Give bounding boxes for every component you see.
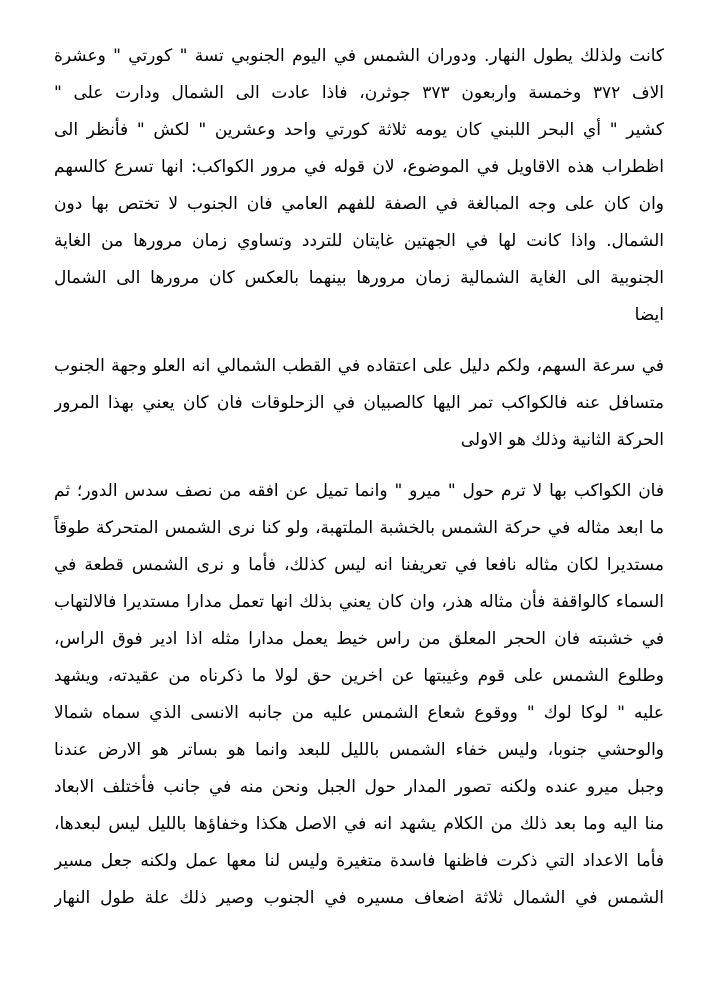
text-line: وطلوع الشمس على قوم وغيبتها عن اخرين حق لولا ما ذكرناه من عقيدته، ويشهد <box>54 666 664 686</box>
text-line: السماء كالواقفة فأن مثاله هذر، وان كان يعني بذلك انها تعمل مدارا مستديرا فالالتهاب <box>54 592 664 612</box>
text-line: والوحشي جنوبا، وليس خفاء الشمس بالليل للبعد وانما هو بساتر هو الارض عندنا <box>54 740 664 760</box>
text-line: ما ابعد مثاله في حركة الشمس بالخشبة الملتهبة، ولو كنا نرى الشمس المتحركة طوقاً <box>54 518 664 538</box>
text-line: الشمال. واذا كانت لها في الجهتين غايتان للتردد وتساوي زمان مرورها من الغاية <box>54 231 664 251</box>
text-line: متسافل عنه فالكواكب تمر اليها كالصبيان في الزحلوقات فان كان يعني بهذا المرور <box>54 393 664 413</box>
text-line: فأما الاعداد التي ذكرت فاظنها فاسدة متغيرة وليس لنا معها عمل ولكنه جعل مسير <box>54 851 664 871</box>
text-line: مستديرا لكان مثاله نافعا في تعريفنا انه ليس كذلك، فأما و نرى الشمس قطعة في <box>54 555 664 575</box>
text-line: الحركة الثانية وذلك هو الاولى <box>460 430 664 450</box>
text-line: الاف ٣٧٢ وخمسة واربعون ٣٧٣ جوثرن، فاذا عادت الى الشمال ودارت على " <box>54 83 664 103</box>
text-line: وان كان على وجه المبالغة في الصفة للفهم العامي فان الجنوب لا تختص بها دون <box>54 194 664 214</box>
text-line: وجبل ميرو عنده ولكنه تصور المدار حول الجبل ونحن منه في جانب فأختلف الابعاد <box>54 777 664 797</box>
text-line: كشير " أي البحر اللبني كان يومه ثلاثة كورتي واحد وعشرين " لكش " فأنظر الى <box>54 120 664 140</box>
text-line: عليه " لوكا لوك " ووقوع شعاع الشمس عليه من جانبه الانسى الذي سماه شمالا <box>54 703 664 723</box>
text-line: كانت ولذلك يطول النهار. ودوران الشمس في اليوم الجنوبي تسة " كورتي " وعشرة <box>54 46 664 66</box>
paragraph-2 <box>54 348 664 459</box>
paragraph-3 <box>54 473 664 917</box>
text-line: فان الكواكب بها لا ترم حول " ميرو " وانما تميل عن افقه من نصف سدس الدور؛ ثم <box>54 481 664 501</box>
text-line: الجنوبية الى الغاية الشمالية زمان مرورها بينهما بالعكس كان مرورها الى الشمال <box>54 268 664 288</box>
paragraph-1 <box>54 38 664 334</box>
text-line: في سرعة السهم، ولكم دليل على اعتقاده في القطب الشمالي انه العلو وجهة الجنوب <box>54 356 664 376</box>
text-line: الشمس في الشمال ثلاثة اضعاف مسيره في الجنوب وصير ذلك علة طول النهار <box>54 888 664 908</box>
text-line: اظطراب هذه الاقاويل في الموضوع، لان قوله في مرور الكواكب: انها تسرع كالسهم <box>54 157 664 177</box>
text-line: في خشبته فان الحجر المعلق من راس خيط يعمل مدارا مثله اذا ادير فوق الراس، <box>54 629 664 649</box>
text-line: منا اليه وما بعد ذلك من الكلام يشهد انه في الاصل هكذا وخفاؤها بالليل ليس لبعدها، <box>54 814 664 834</box>
text-line: ايضا <box>634 305 664 325</box>
